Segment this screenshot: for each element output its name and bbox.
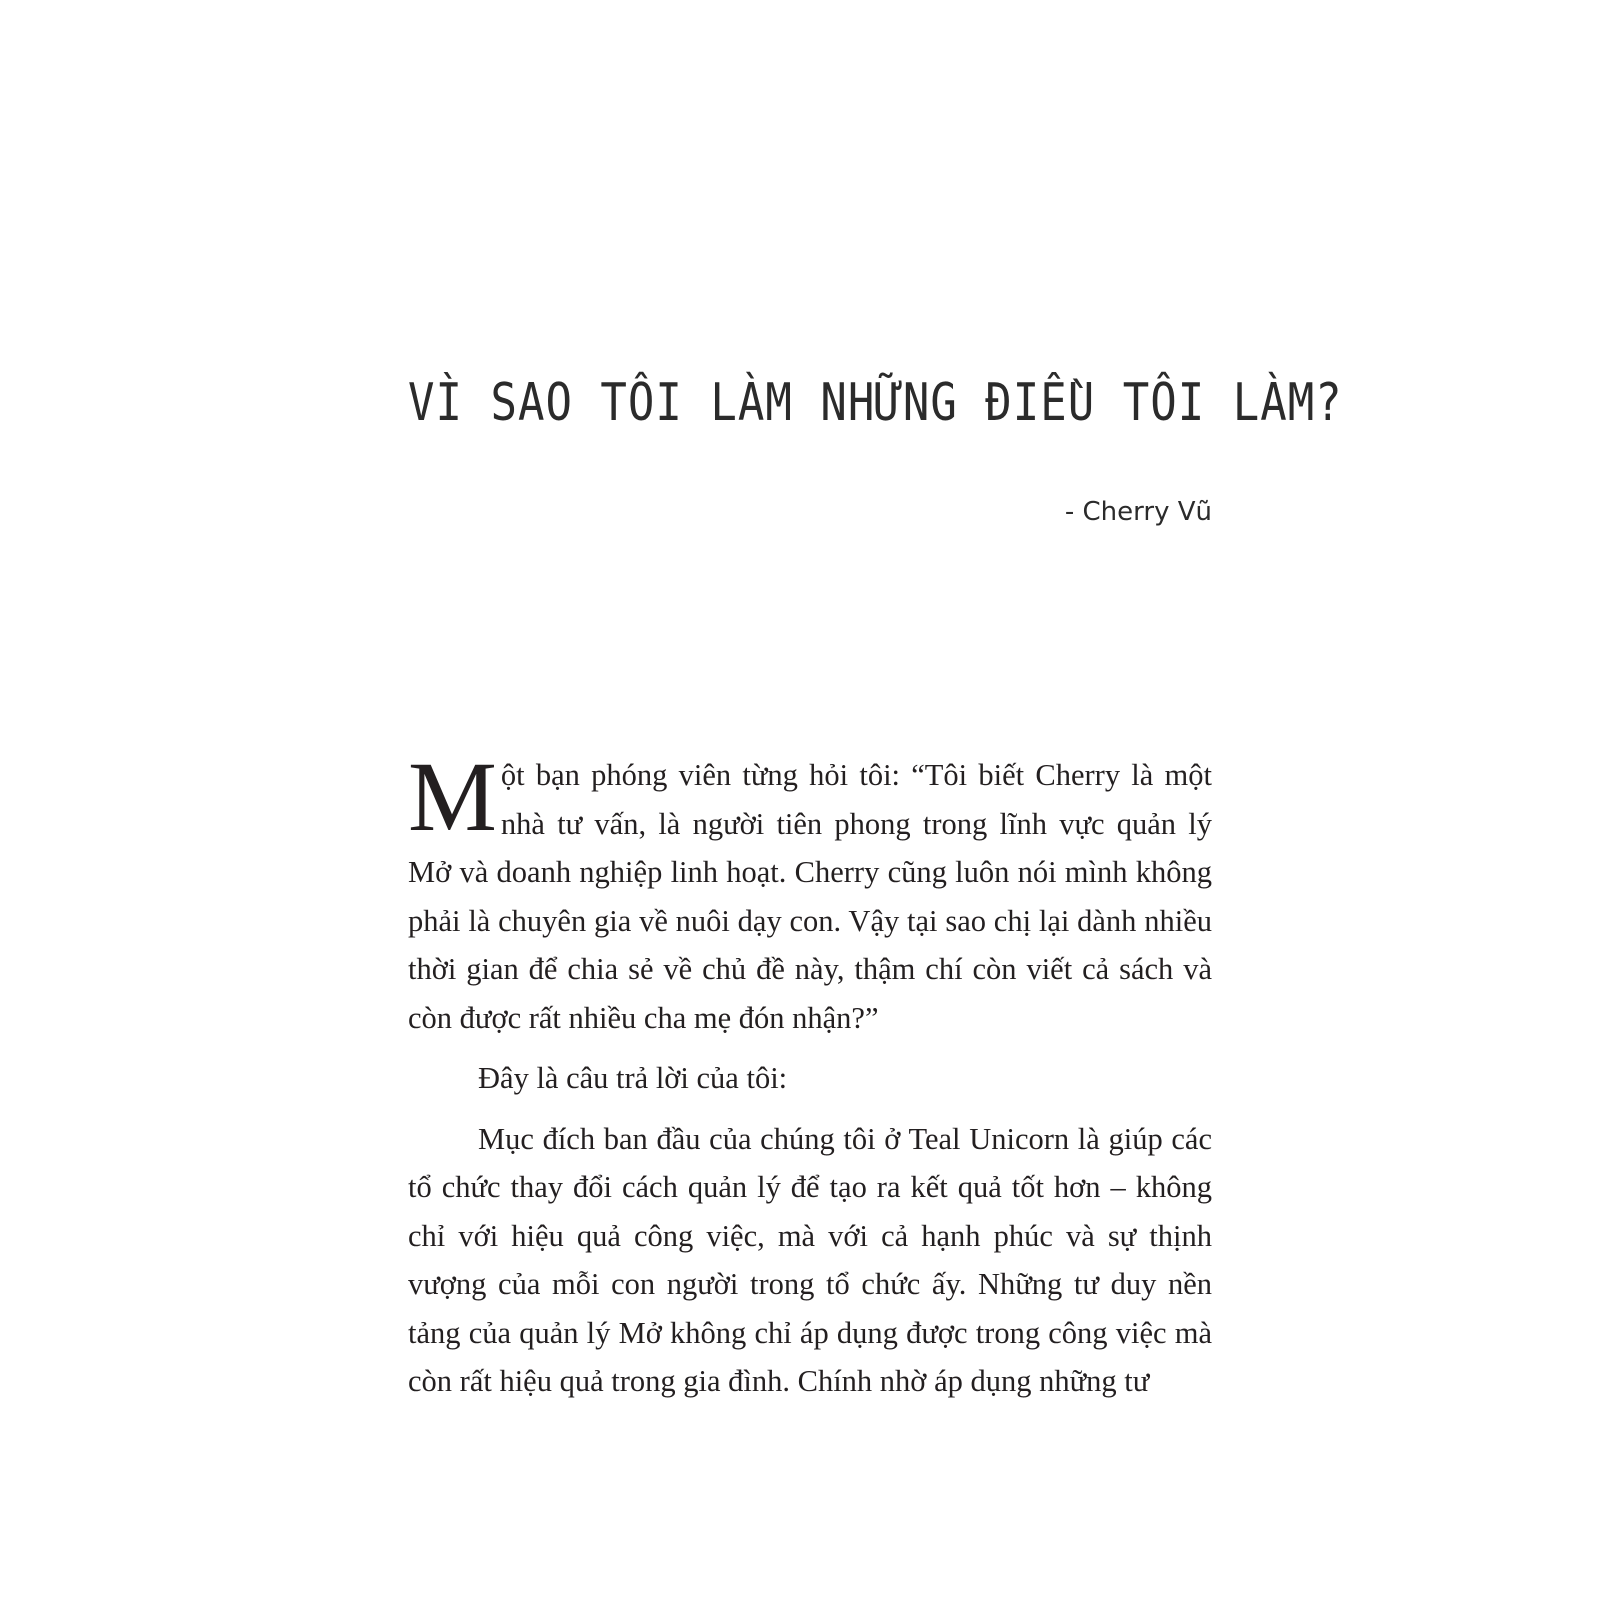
- drop-cap: M: [408, 741, 497, 852]
- paragraph-1-text: ột bạn phóng viên từng hỏi tôi: “Tôi biết Cherry là một nhà tư vấn, là người tiên phong trong lĩnh vực quản lý Mở và doanh nghiệp linh hoạt. Cherry cũng luôn nói mình không phải là chuyên gia về nuôi dạy con. Vậy tại sao chị lại dành nhiều thời gian để chia sẻ về chủ đề này, thậm chí còn viết cả sách và còn được rất nhiều cha mẹ đón nhận?”: [408, 758, 1212, 1035]
- chapter-title: VÌ SAO TÔI LÀM NHỮNG ĐIỀU TÔI LÀM?: [408, 372, 1343, 433]
- body-text: [408, 741, 1212, 1406]
- chapter-author: - Cherry Vũ: [1064, 497, 1212, 527]
- paragraph-1: [408, 741, 1212, 1042]
- paragraph-2: Đây là câu trả lời của tôi:: [478, 1061, 788, 1095]
- paragraph-3: Mục đích ban đầu của chúng tôi ở Teal Unicorn là giúp các tổ chức thay đổi cách quản lý để tạo ra kết quả tốt hơn – không chỉ với hiệu quả công việc, mà với cả hạnh phúc và sự thịnh vượng của mỗi con người trong tổ chức ấy. Những tư duy nền tảng của quản lý Mở không chỉ áp dụng được trong công việc mà còn rất hiệu quả trong gia đình. Chính nhờ áp dụng những tư: [408, 1121, 1212, 1398]
